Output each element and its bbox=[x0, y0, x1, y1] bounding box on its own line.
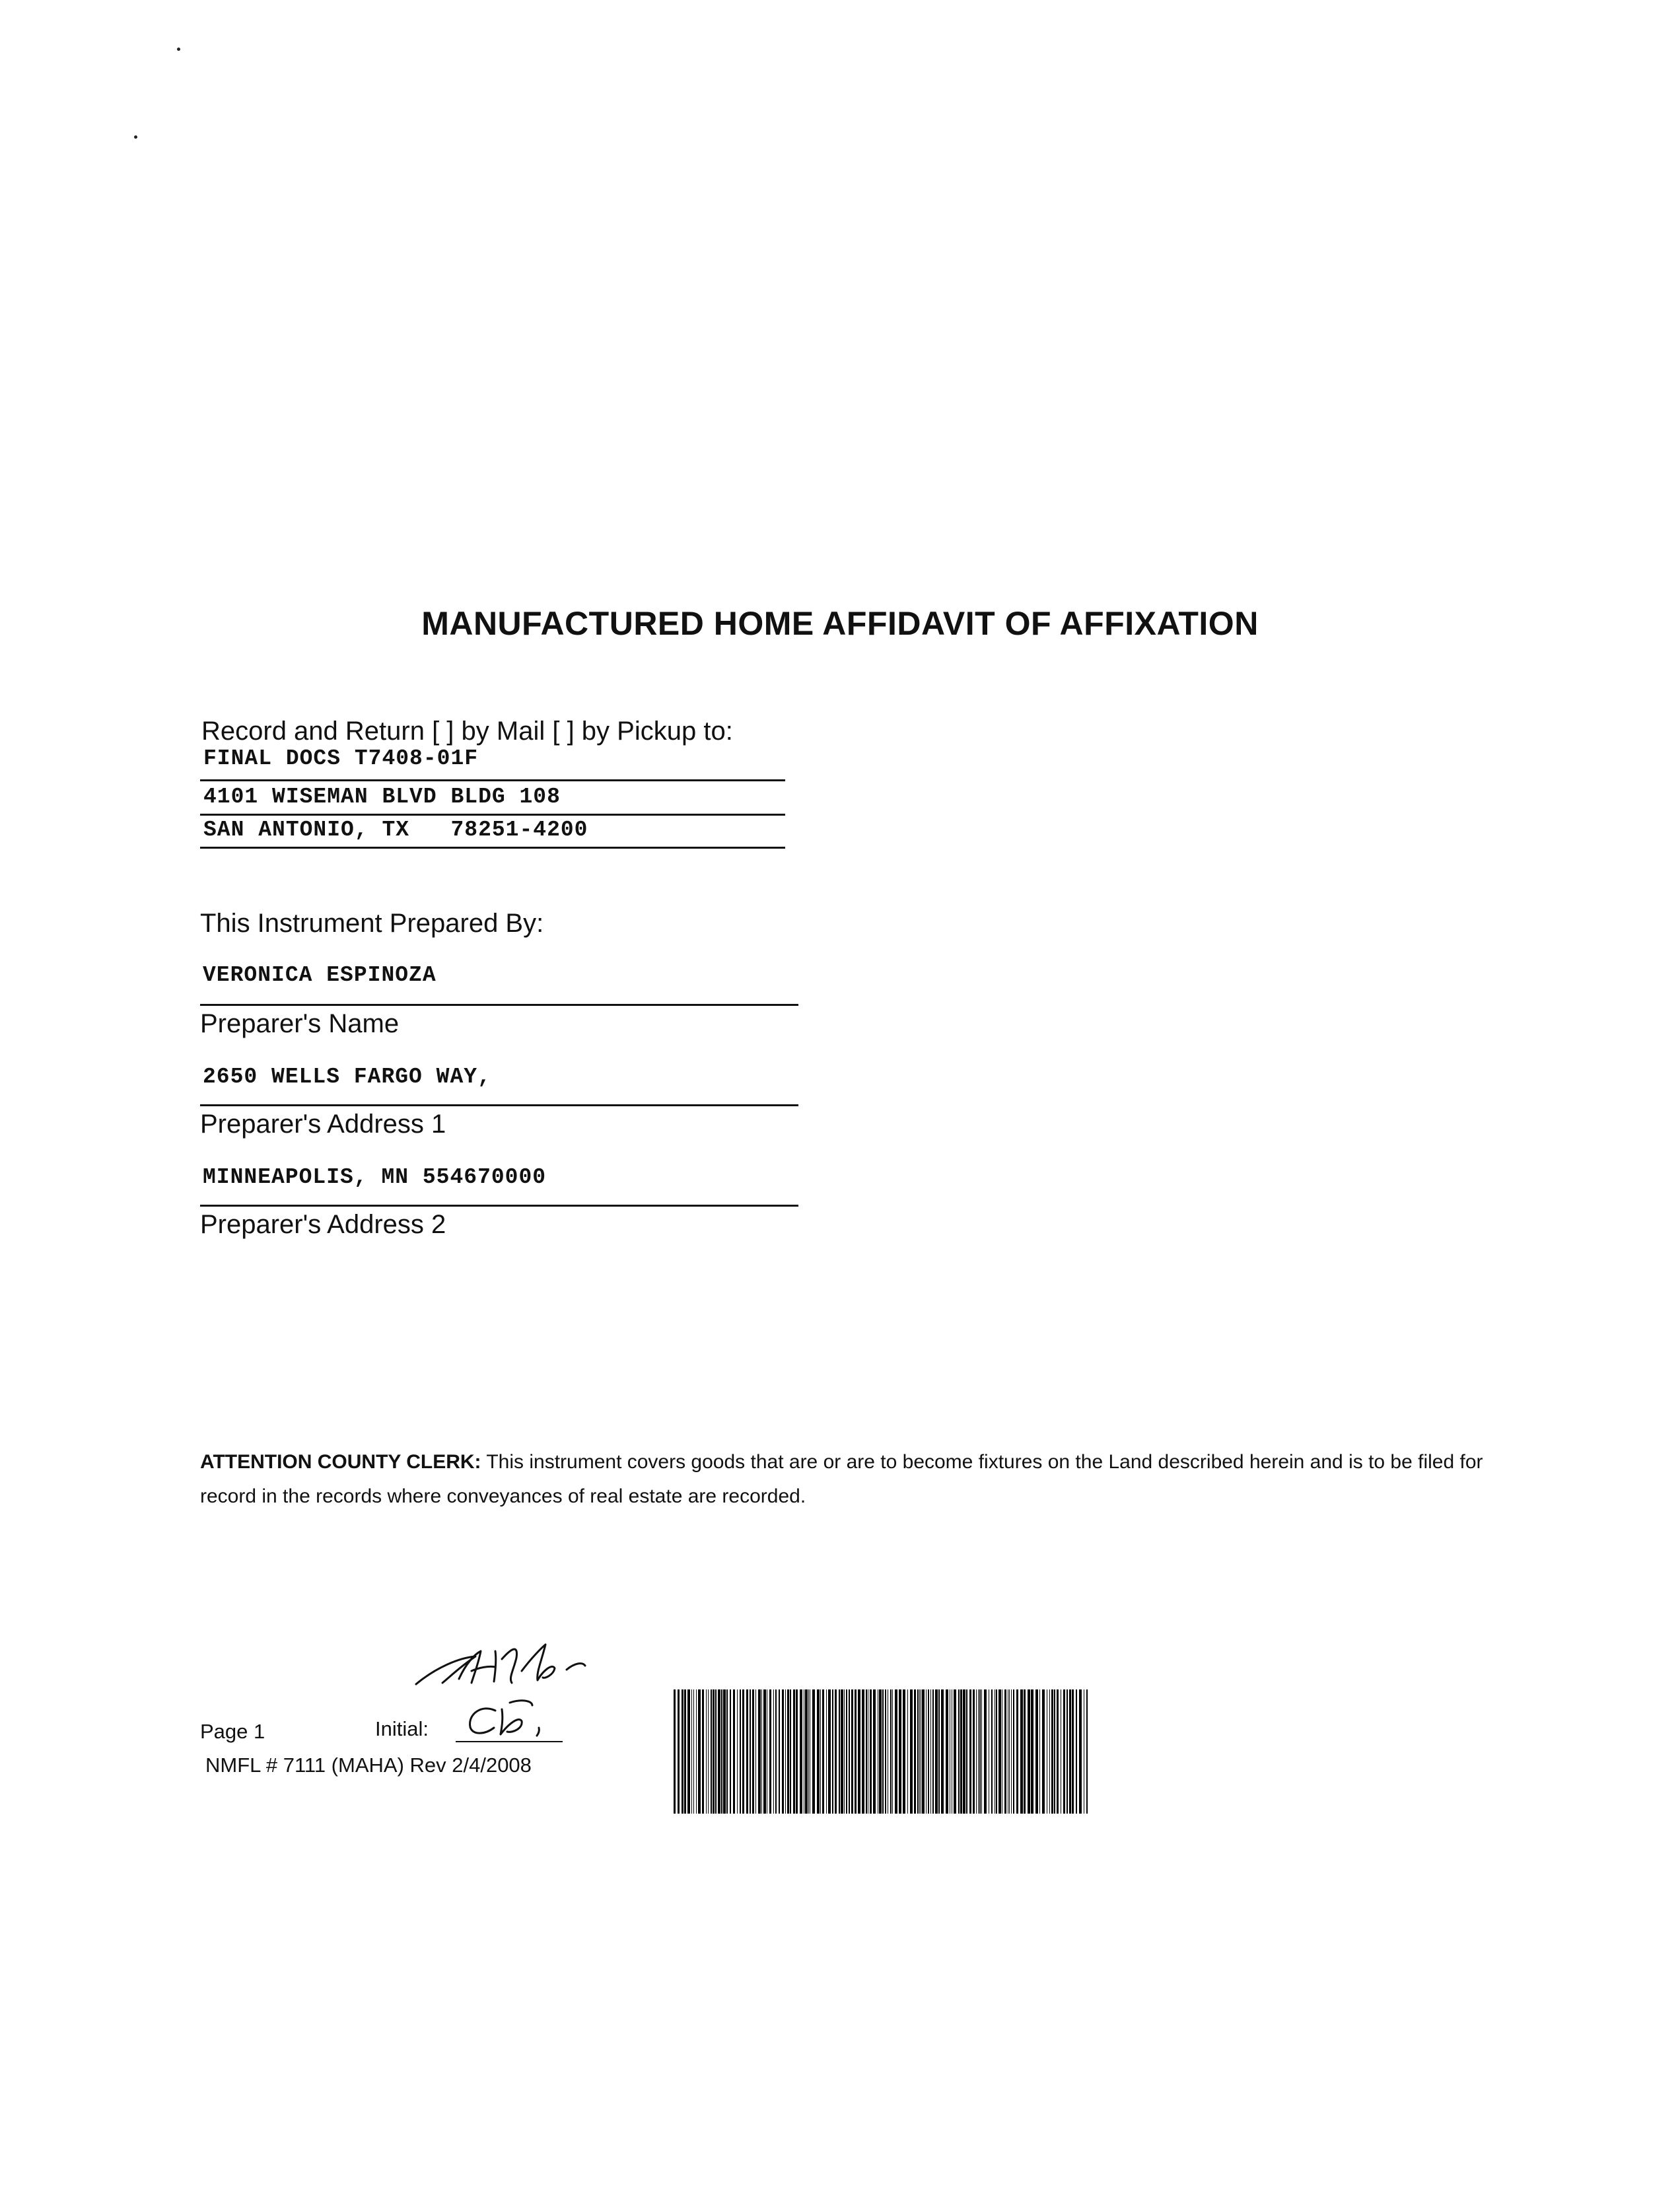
barcode-bar bbox=[978, 1689, 979, 1814]
barcode-bar bbox=[828, 1689, 831, 1814]
barcode-bar bbox=[1039, 1689, 1040, 1814]
barcode-bar bbox=[979, 1689, 981, 1814]
barcode-bar bbox=[910, 1689, 913, 1814]
preparer-address2-label: Preparer's Address 2 bbox=[200, 1210, 446, 1239]
return-address-line-3: SAN ANTONIO, TX 78251-4200 bbox=[203, 818, 588, 842]
barcode-bar bbox=[730, 1689, 731, 1814]
barcode-bar bbox=[726, 1689, 728, 1814]
barcode-bar bbox=[775, 1689, 777, 1814]
barcode-bar bbox=[928, 1689, 929, 1814]
record-return-label: Record and Return [ ] by Mail [ ] by Pickup to: bbox=[201, 717, 733, 746]
barcode-bar bbox=[812, 1689, 815, 1814]
return-address-rule bbox=[200, 847, 785, 849]
barcode-bar bbox=[711, 1689, 712, 1814]
barcode-bar bbox=[682, 1689, 683, 1814]
barcode-bar bbox=[1072, 1689, 1074, 1814]
barcode-bar bbox=[1063, 1689, 1065, 1814]
preparer-address2-value: MINNEAPOLIS, MN 554670000 bbox=[203, 1165, 547, 1189]
preparer-address1-label: Preparer's Address 1 bbox=[200, 1110, 446, 1139]
barcode-bar bbox=[674, 1689, 676, 1814]
barcode-bar bbox=[966, 1689, 967, 1814]
barcode-bar bbox=[820, 1689, 821, 1814]
barcode-bar bbox=[1009, 1689, 1010, 1814]
barcode-bar bbox=[932, 1689, 934, 1814]
barcode-bar bbox=[733, 1689, 735, 1814]
barcode-bar bbox=[1035, 1689, 1038, 1814]
barcode-bar bbox=[858, 1689, 860, 1814]
barcode-bar bbox=[779, 1689, 780, 1814]
barcode-bar bbox=[846, 1689, 847, 1814]
barcode-bar bbox=[713, 1689, 715, 1814]
barcode-bar bbox=[1024, 1689, 1026, 1814]
barcode-bar bbox=[917, 1689, 919, 1814]
barcode-bar bbox=[769, 1689, 771, 1814]
barcode-bar bbox=[822, 1689, 824, 1814]
initial-label: Initial: bbox=[375, 1717, 429, 1740]
barcode-bar bbox=[723, 1689, 726, 1814]
barcode-bar bbox=[926, 1689, 927, 1814]
barcode-bar bbox=[841, 1689, 843, 1814]
barcode-bar bbox=[960, 1689, 962, 1814]
barcode-bar bbox=[761, 1689, 762, 1814]
return-address-rule bbox=[200, 779, 785, 781]
barcode-bar bbox=[954, 1689, 956, 1814]
barcode-bar bbox=[998, 1689, 1001, 1814]
handwritten-signature bbox=[396, 1631, 608, 1744]
barcode-bar bbox=[678, 1689, 680, 1814]
barcode-bar bbox=[750, 1689, 751, 1814]
barcode-bar bbox=[740, 1689, 741, 1814]
barcode-bar bbox=[805, 1689, 808, 1814]
barcode-bar bbox=[1013, 1689, 1014, 1814]
page-number: Page 1 bbox=[200, 1720, 265, 1743]
barcode-bar bbox=[737, 1689, 738, 1814]
scan-speck bbox=[134, 135, 137, 139]
barcode-bar bbox=[684, 1689, 686, 1814]
barcode-bar bbox=[882, 1689, 884, 1814]
preparer-address1-rule bbox=[200, 1104, 798, 1106]
barcode-bar bbox=[958, 1689, 960, 1814]
prepared-by-label: This Instrument Prepared By: bbox=[200, 909, 544, 938]
barcode-bar bbox=[1054, 1689, 1055, 1814]
barcode-bar bbox=[758, 1689, 761, 1814]
barcode-bar bbox=[892, 1689, 893, 1814]
barcode-bar bbox=[835, 1689, 837, 1814]
barcode-bar bbox=[851, 1689, 853, 1814]
preparer-name-label: Preparer's Name bbox=[200, 1009, 400, 1038]
barcode-bar bbox=[984, 1689, 987, 1814]
barcode-bar bbox=[855, 1689, 857, 1814]
barcode-bar bbox=[862, 1689, 864, 1814]
barcode-bar bbox=[849, 1689, 850, 1814]
barcode-bar bbox=[919, 1689, 920, 1814]
barcode-bar bbox=[832, 1689, 833, 1814]
barcode-bar bbox=[938, 1689, 940, 1814]
barcode-bar bbox=[1004, 1689, 1006, 1814]
barcode-bar bbox=[708, 1689, 709, 1814]
barcode-bar bbox=[946, 1689, 948, 1814]
preparer-address1-value: 2650 WELLS FARGO WAY, bbox=[203, 1065, 491, 1089]
barcode-bar bbox=[963, 1689, 965, 1814]
barcode-bar bbox=[976, 1689, 977, 1814]
barcode-bar bbox=[903, 1689, 905, 1814]
barcode-bar bbox=[1016, 1689, 1018, 1814]
barcode-bar bbox=[1057, 1689, 1059, 1814]
barcode-bar bbox=[1028, 1689, 1030, 1814]
attention-heading: ATTENTION COUNTY CLERK: bbox=[200, 1451, 481, 1473]
preparer-name-value: VERONICA ESPINOZA bbox=[203, 963, 437, 987]
barcode-bar bbox=[787, 1689, 789, 1814]
barcode-bar bbox=[693, 1689, 694, 1814]
barcode-bar bbox=[899, 1689, 901, 1814]
barcode-bar bbox=[839, 1689, 840, 1814]
barcode-bar bbox=[1011, 1689, 1012, 1814]
return-address-rule bbox=[200, 814, 785, 816]
barcode-bar bbox=[817, 1689, 820, 1814]
barcode-bar bbox=[922, 1689, 925, 1814]
barcode-bar bbox=[773, 1689, 774, 1814]
barcode bbox=[674, 1689, 1088, 1814]
barcode-bar bbox=[935, 1689, 938, 1814]
attention-county-clerk-notice bbox=[200, 1445, 1494, 1514]
document-title: MANUFACTURED HOME AFFIDAVIT OF AFFIXATION bbox=[421, 605, 1259, 642]
return-address-line-1: FINAL DOCS T7408-01F bbox=[203, 746, 479, 771]
scan-speck bbox=[177, 48, 180, 51]
barcode-bar bbox=[1049, 1689, 1050, 1814]
barcode-bar bbox=[914, 1689, 916, 1814]
barcode-bar bbox=[941, 1689, 944, 1814]
barcode-bar bbox=[808, 1689, 809, 1814]
barcode-bar bbox=[885, 1689, 886, 1814]
barcode-bar bbox=[873, 1689, 876, 1814]
barcode-bar bbox=[1076, 1689, 1077, 1814]
barcode-bar bbox=[1042, 1689, 1045, 1814]
barcode-bar bbox=[702, 1689, 704, 1814]
barcode-bar bbox=[742, 1689, 744, 1814]
barcode-bar bbox=[790, 1689, 791, 1814]
barcode-bar bbox=[1051, 1689, 1053, 1814]
barcode-bar bbox=[991, 1689, 993, 1814]
barcode-bar bbox=[755, 1689, 756, 1814]
barcode-bar bbox=[718, 1689, 720, 1814]
barcode-bar bbox=[870, 1689, 872, 1814]
barcode-bar bbox=[782, 1689, 784, 1814]
barcode-bar bbox=[1031, 1689, 1033, 1814]
barcode-bar bbox=[879, 1689, 882, 1814]
barcode-bar bbox=[698, 1689, 701, 1814]
barcode-bar bbox=[715, 1689, 717, 1814]
barcode-bar bbox=[785, 1689, 786, 1814]
barcode-bar bbox=[996, 1689, 997, 1814]
barcode-bar bbox=[981, 1689, 982, 1814]
barcode-bar bbox=[973, 1689, 975, 1814]
barcode-bar bbox=[1067, 1689, 1068, 1814]
form-identifier: NMFL # 7111 (MAHA) Rev 2/4/2008 bbox=[205, 1754, 532, 1777]
preparer-name-rule bbox=[200, 1004, 798, 1006]
barcode-bar bbox=[800, 1689, 802, 1814]
barcode-bar bbox=[866, 1689, 867, 1814]
barcode-bar bbox=[1069, 1689, 1071, 1814]
preparer-address2-rule bbox=[200, 1205, 798, 1207]
barcode-bar bbox=[752, 1689, 754, 1814]
barcode-bar bbox=[1086, 1689, 1088, 1814]
barcode-bar bbox=[746, 1689, 748, 1814]
barcode-bar bbox=[969, 1689, 971, 1814]
attention-text: This instrument covers goods that are or are to become fixtures on the Land described herein and is to be filed for record in the records where conveyances of real estate are recorded. bbox=[200, 1451, 1483, 1507]
return-address-line-2: 4101 WISEMAN BLVD BLDG 108 bbox=[203, 785, 561, 809]
barcode-bar bbox=[706, 1689, 707, 1814]
barcode-bar bbox=[696, 1689, 697, 1814]
barcode-bar bbox=[930, 1689, 931, 1814]
barcode-bar bbox=[826, 1689, 827, 1814]
barcode-bar bbox=[687, 1689, 690, 1814]
barcode-bar bbox=[890, 1689, 892, 1814]
barcode-bar bbox=[691, 1689, 692, 1814]
barcode-bar bbox=[844, 1689, 845, 1814]
barcode-bar bbox=[763, 1689, 766, 1814]
barcode-bar bbox=[1020, 1689, 1023, 1814]
barcode-bar bbox=[895, 1689, 897, 1814]
barcode-bar bbox=[793, 1689, 795, 1814]
barcode-bar bbox=[907, 1689, 908, 1814]
barcode-bar bbox=[721, 1689, 722, 1814]
barcode-bar bbox=[1079, 1689, 1082, 1814]
barcode-bar bbox=[796, 1689, 798, 1814]
